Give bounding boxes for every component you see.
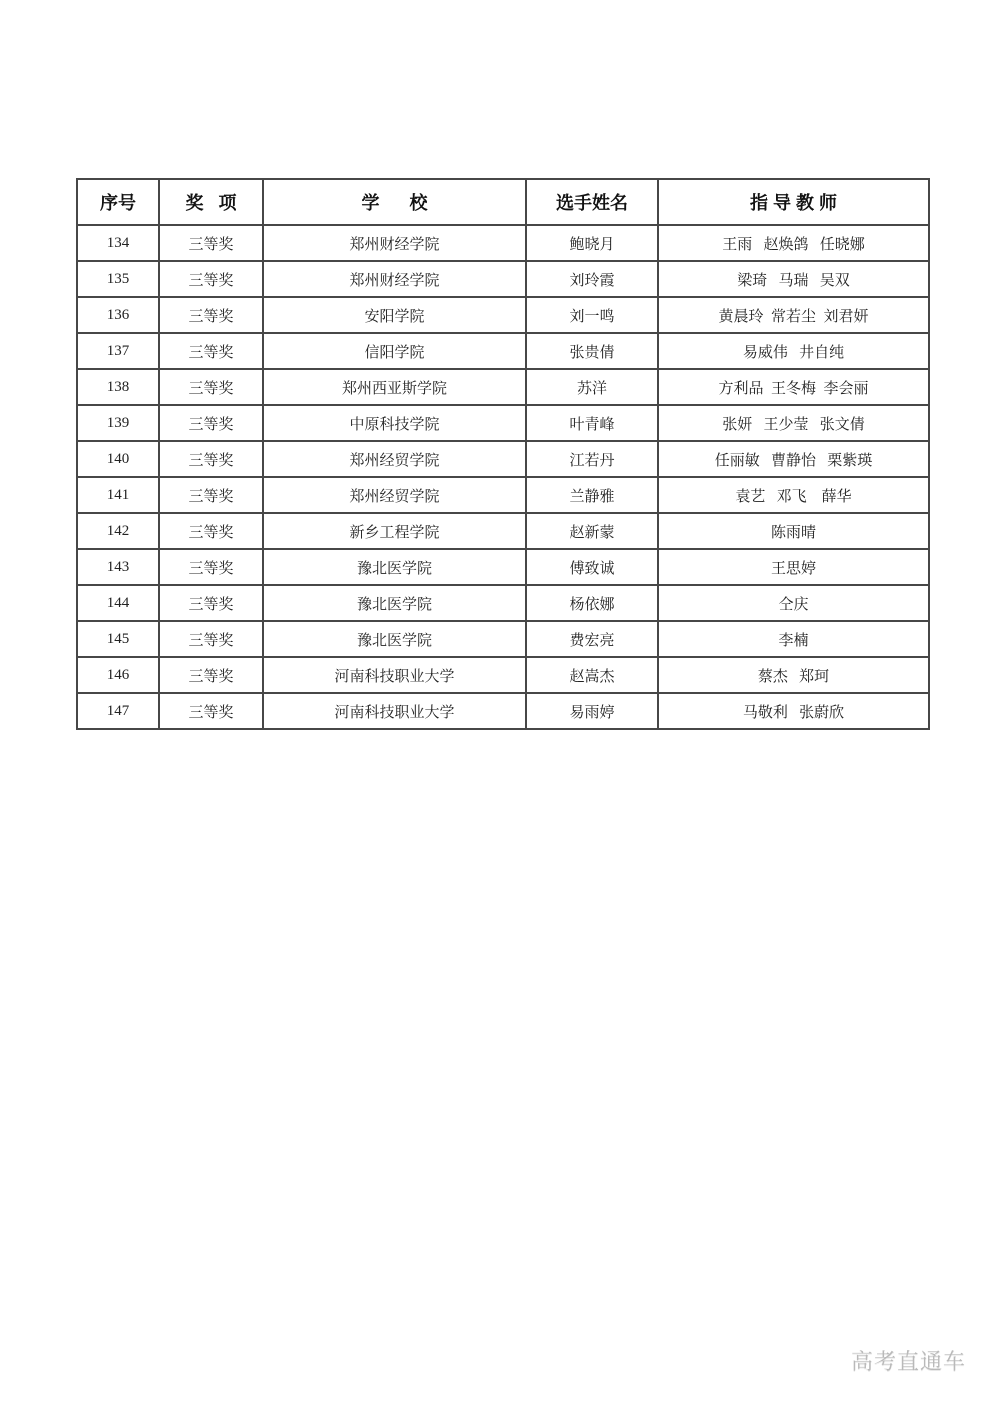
cell-award: 三等奖 xyxy=(159,333,263,369)
cell-teachers: 仝庆 xyxy=(658,585,929,621)
cell-teachers: 梁琦 马瑞 吴双 xyxy=(658,261,929,297)
cell-award: 三等奖 xyxy=(159,693,263,729)
cell-serial: 145 xyxy=(77,621,159,657)
cell-school: 豫北医学院 xyxy=(263,621,526,657)
cell-serial: 143 xyxy=(77,549,159,585)
cell-award: 三等奖 xyxy=(159,405,263,441)
cell-school: 信阳学院 xyxy=(263,333,526,369)
cell-award: 三等奖 xyxy=(159,369,263,405)
cell-serial: 139 xyxy=(77,405,159,441)
cell-contestant: 刘玲霞 xyxy=(526,261,658,297)
cell-contestant: 鲍晓月 xyxy=(526,225,658,261)
cell-contestant: 刘一鸣 xyxy=(526,297,658,333)
table-row xyxy=(77,657,929,693)
table-row xyxy=(77,405,929,441)
cell-contestant: 易雨婷 xyxy=(526,693,658,729)
table-row xyxy=(77,441,929,477)
cell-school: 豫北医学院 xyxy=(263,585,526,621)
cell-contestant: 杨依娜 xyxy=(526,585,658,621)
cell-award: 三等奖 xyxy=(159,513,263,549)
cell-award: 三等奖 xyxy=(159,477,263,513)
cell-school: 河南科技职业大学 xyxy=(263,693,526,729)
table-row xyxy=(77,693,929,729)
cell-award: 三等奖 xyxy=(159,621,263,657)
column-header-award: 奖 项 xyxy=(159,179,263,225)
cell-teachers: 黄晨玲 常若尘 刘君妍 xyxy=(658,297,929,333)
cell-serial: 134 xyxy=(77,225,159,261)
column-header-serial: 序号 xyxy=(77,179,159,225)
cell-contestant: 苏洋 xyxy=(526,369,658,405)
watermark-text: 高考直通车 xyxy=(850,1349,966,1374)
cell-teachers: 李楠 xyxy=(658,621,929,657)
cell-school: 新乡工程学院 xyxy=(263,513,526,549)
cell-school: 安阳学院 xyxy=(263,297,526,333)
cell-serial: 147 xyxy=(77,693,159,729)
awards-table xyxy=(76,178,930,730)
table-header-row xyxy=(77,179,929,225)
cell-school: 郑州财经学院 xyxy=(263,261,526,297)
cell-school: 郑州财经学院 xyxy=(263,225,526,261)
cell-award: 三等奖 xyxy=(159,657,263,693)
cell-teachers: 任丽敏 曹静怡 栗紫瑛 xyxy=(658,441,929,477)
cell-serial: 140 xyxy=(77,441,159,477)
cell-contestant: 张贵倩 xyxy=(526,333,658,369)
table-row xyxy=(77,585,929,621)
table-row xyxy=(77,513,929,549)
cell-teachers: 陈雨晴 xyxy=(658,513,929,549)
cell-teachers: 袁艺 邓飞 薛华 xyxy=(658,477,929,513)
cell-teachers: 张妍 王少莹 张文倩 xyxy=(658,405,929,441)
table-row xyxy=(77,621,929,657)
cell-teachers: 易威伟 井自纯 xyxy=(658,333,929,369)
cell-serial: 142 xyxy=(77,513,159,549)
cell-teachers: 蔡杰 郑珂 xyxy=(658,657,929,693)
cell-award: 三等奖 xyxy=(159,225,263,261)
cell-teachers: 方利品 王冬梅 李会丽 xyxy=(658,369,929,405)
table-row xyxy=(77,297,929,333)
cell-contestant: 傅致诚 xyxy=(526,549,658,585)
cell-contestant: 费宏亮 xyxy=(526,621,658,657)
cell-school: 郑州经贸学院 xyxy=(263,441,526,477)
cell-award: 三等奖 xyxy=(159,261,263,297)
cell-contestant: 赵新蒙 xyxy=(526,513,658,549)
column-header-school: 学 校 xyxy=(263,179,526,225)
cell-school: 河南科技职业大学 xyxy=(263,657,526,693)
table-row xyxy=(77,369,929,405)
table-row xyxy=(77,333,929,369)
cell-contestant: 江若丹 xyxy=(526,441,658,477)
column-header-teachers: 指 导 教 师 xyxy=(658,179,929,225)
cell-school: 郑州西亚斯学院 xyxy=(263,369,526,405)
cell-serial: 146 xyxy=(77,657,159,693)
cell-contestant: 叶青峰 xyxy=(526,405,658,441)
column-header-contestant: 选手姓名 xyxy=(526,179,658,225)
cell-award: 三等奖 xyxy=(159,441,263,477)
cell-school: 中原科技学院 xyxy=(263,405,526,441)
cell-serial: 137 xyxy=(77,333,159,369)
table-row xyxy=(77,261,929,297)
cell-school: 郑州经贸学院 xyxy=(263,477,526,513)
table-row xyxy=(77,477,929,513)
cell-serial: 141 xyxy=(77,477,159,513)
cell-serial: 144 xyxy=(77,585,159,621)
cell-contestant: 赵嵩杰 xyxy=(526,657,658,693)
cell-teachers: 马敬利 张蔚欣 xyxy=(658,693,929,729)
cell-serial: 138 xyxy=(77,369,159,405)
cell-award: 三等奖 xyxy=(159,549,263,585)
cell-teachers: 王思婷 xyxy=(658,549,929,585)
cell-contestant: 兰静雅 xyxy=(526,477,658,513)
cell-award: 三等奖 xyxy=(159,585,263,621)
cell-serial: 135 xyxy=(77,261,159,297)
table-row xyxy=(77,225,929,261)
cell-school: 豫北医学院 xyxy=(263,549,526,585)
cell-serial: 136 xyxy=(77,297,159,333)
table-row xyxy=(77,549,929,585)
cell-teachers: 王雨 赵焕鸽 任晓娜 xyxy=(658,225,929,261)
cell-award: 三等奖 xyxy=(159,297,263,333)
